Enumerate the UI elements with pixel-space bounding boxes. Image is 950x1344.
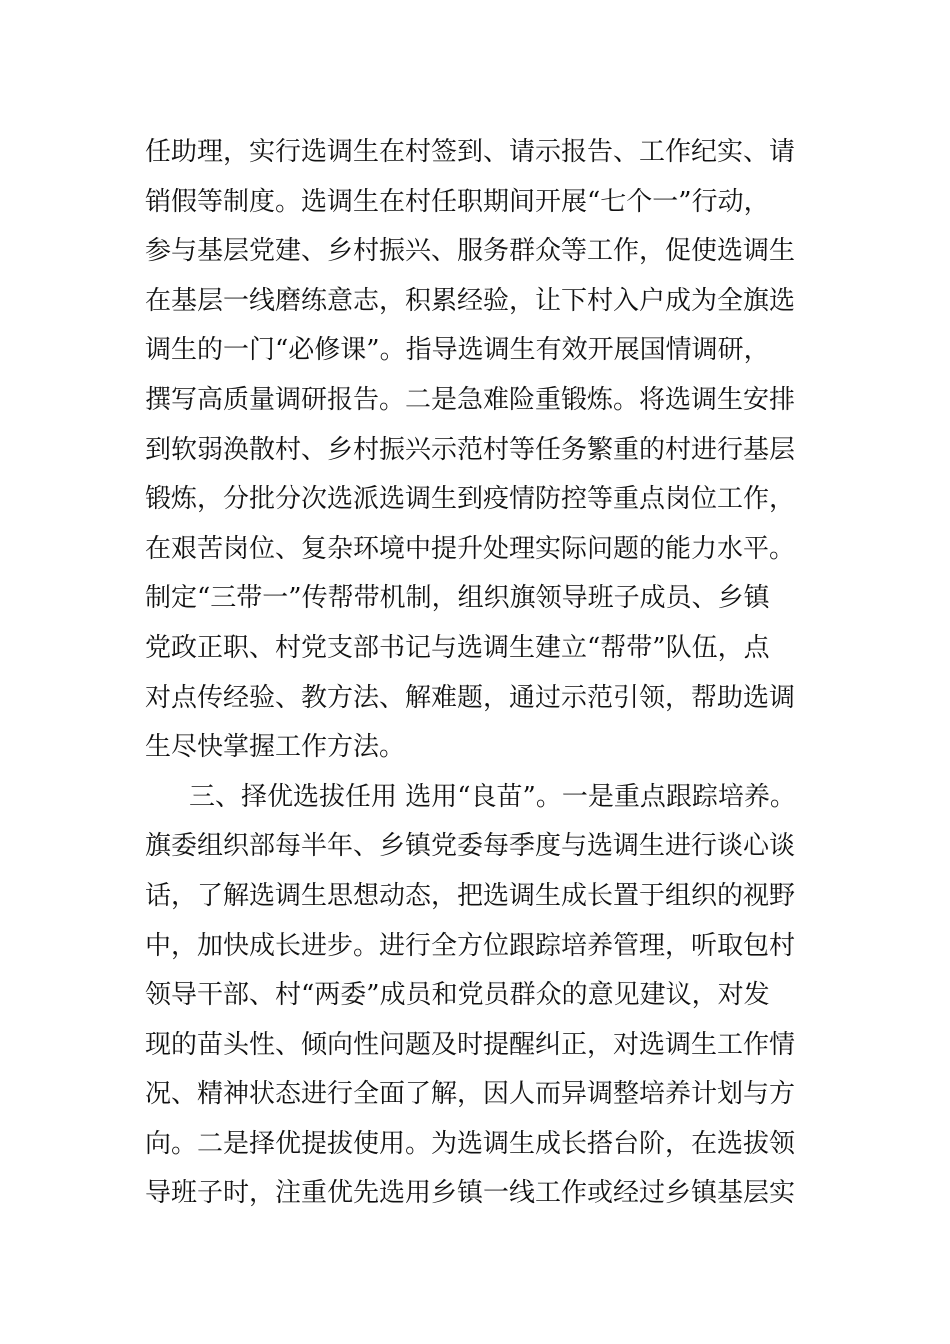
text-line: 话，了解选调生思想动态，把选调生成长置于组织的视野 (145, 880, 796, 911)
text-line: 党政正职、村党支部书记与选调生建立“帮带”队伍，点 (145, 632, 770, 663)
text-line: 导班子时，注重优先选用乡镇一线工作或经过乡镇基层实 (145, 1178, 796, 1209)
body-text (145, 128, 835, 1219)
text-line: 销假等制度。选调生在村任职期间开展“七个一”行动， (145, 186, 770, 217)
text-line: 在艰苦岗位、复杂环境中提升处理实际问题的能力水平。 (145, 533, 796, 564)
text-line: 对点传经验、教方法、解难题，通过示范引领，帮助选调 (145, 682, 796, 713)
text-line: 中，加快成长进步。进行全方位跟踪培养管理，听取包村 (145, 930, 796, 961)
text-line: 参与基层党建、乡村振兴、服务群众等工作，促使选调生 (145, 236, 796, 267)
text-line: 任助理，实行选调生在村签到、请示报告、工作纪实、请 (145, 137, 796, 167)
text-line: 生尽快掌握工作方法。 (145, 732, 406, 763)
text-line: 到软弱涣散村、乡村振兴示范村等任务繁重的村进行基层 (145, 434, 796, 465)
text-line: 领导干部、村“两委”成员和党员群众的意见建议，对发 (145, 980, 770, 1011)
text-line: 撰写高质量调研报告。二是急难险重锻炼。将选调生安排 (145, 384, 796, 415)
text-line: 况、精神状态进行全面了解，因人而异调整培养计划与方 (145, 1079, 796, 1110)
text-line: 锻炼，分批分次选派选调生到疫情防控等重点岗位工作， (145, 484, 796, 515)
text-line: 制定“三带一”传帮带机制，组织旗领导班子成员、乡镇 (145, 583, 770, 614)
section-heading-line: 三、择优选拔任用 选用“良苗”。一是重点跟踪培养。 (189, 781, 796, 812)
text-line: 现的苗头性、倾向性问题及时提醒纠正，对选调生工作情 (145, 1029, 796, 1060)
text-line: 旗委组织部每半年、乡镇党委每季度与选调生进行谈心谈 (145, 831, 796, 862)
text-line: 调生的一门“必修课”。指导选调生有效开展国情调研， (145, 335, 770, 366)
text-line: 在基层一线磨练意志，积累经验，让下村入户成为全旗选 (145, 285, 796, 316)
text-line: 向。二是择优提拔使用。为选调生成长搭台阶，在选拔领 (145, 1128, 796, 1159)
